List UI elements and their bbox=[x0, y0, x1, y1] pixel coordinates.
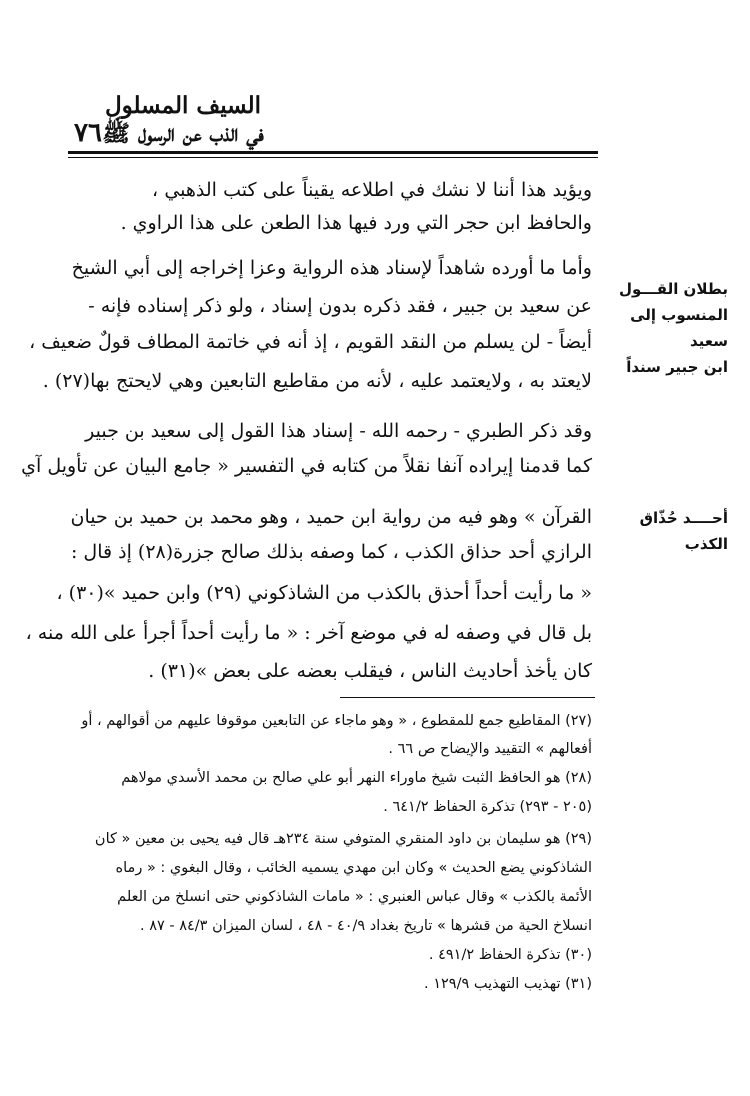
footnote-line: انسلاخ الحية من قشرها » تاريخ بغداد ٤٠/٩ - ٤٨ ، لسان الميزان ٨٤/٣ - ٨٧ . bbox=[139, 918, 592, 934]
body-line: وأما ما أورده شاهداً لإسناد هذه الرواية وعزا إخراجه إلى أبي الشيخ bbox=[71, 257, 592, 279]
body-line: وقد ذكر الطبري - رحمه الله - إسناد هذا القول إلى سعيد بن جبير bbox=[85, 420, 592, 442]
body-line: والحافظ ابن حجر التي ورد فيها هذا الطعن على هذا الراوي . bbox=[120, 212, 592, 234]
margin-note-line: بطلان القـــول bbox=[618, 280, 728, 298]
margin-note-invalid-chain bbox=[608, 276, 728, 380]
header-rule-thick bbox=[68, 151, 598, 154]
header-title-line-2: في الذب عن الرسول ﷺ bbox=[102, 120, 264, 147]
running-header-title bbox=[78, 92, 288, 148]
footnote-line: (٣١) تهذيب التهذيب ١٢٩/٩ . bbox=[424, 976, 592, 992]
margin-note-line: ابن جبير سنداً bbox=[626, 358, 728, 376]
header-title-line-1: السيف المسلول bbox=[104, 92, 262, 119]
footnote-line: (٢٨) هو الحافظ الثبت شيخ ماوراء النهر أبو علي صالح بن محمد الأسدي مولاهم bbox=[121, 770, 592, 786]
footnote-line: الأئمة بالكذب » وقال عباس العنبري : « مامات الشاذكوني حتى انسلخ من العلم bbox=[117, 889, 592, 905]
footnote-line: (٢٠٥ - ٢٩٣) تذكرة الحفاظ ٦٤١/٢ . bbox=[383, 799, 592, 815]
footnote-line: أفعالهم » التقييد والإيضاح ص ٦٦ . bbox=[388, 741, 592, 757]
body-line: ويؤيد هذا أننا لا نشك في اطلاعه يقيناً على كتب الذهبي ، bbox=[152, 179, 592, 201]
margin-note-line: أحــــد حُذّاق bbox=[639, 509, 728, 527]
header-rule-thin bbox=[68, 157, 598, 158]
footnote-line: الشاذكوني يضع الحديث » وكان ابن مهدي يسميه الخائب ، وقال البغوي : « رماه bbox=[115, 860, 592, 876]
body-line: لايعتد به ، ولايعتمد عليه ، لأنه من مقاطيع التابعين وهي لايحتج بها(٢٧) . bbox=[42, 370, 592, 392]
body-line: كما قدمنا إيراده آنفا نقلاً من كتابه في التفسير « جامع البيان عن تأويل آي bbox=[21, 455, 592, 477]
body-line: عن سعيد بن جبير ، فقد ذكره بدون إسناد ، ولو ذكر إسناده فإنه - bbox=[88, 295, 592, 317]
footnote-separator bbox=[340, 697, 595, 698]
margin-note-line: الكذب bbox=[684, 535, 728, 553]
body-line: بل قال في وصفه له في موضع آخر : « ما رأيت أحداً أجرأ على الله منه ، bbox=[25, 622, 592, 644]
margin-note-liars bbox=[608, 505, 728, 557]
footnote-line: (٣٠) تذكرة الحفاظ ٤٩١/٢ . bbox=[428, 947, 592, 963]
footnote-line: (٢٧) المقاطيع جمع للمقطوع ، « وهو ماجاء عن التابعين موقوفا عليهم من أقوالهم ، أو bbox=[81, 713, 592, 729]
body-line: « ما رأيت أحداً أحذق بالكذب من الشاذكوني (٢٩) وابن حميد »(٣٠) ، bbox=[56, 582, 592, 604]
body-line: القرآن » وهو فيه من رواية ابن حميد ، وهو محمد بن حميد بن حيان bbox=[70, 506, 592, 528]
page-number: ٧٦ bbox=[74, 118, 102, 148]
footnote-line: (٢٩) هو سليمان بن داود المنقري المتوفي سنة ٢٣٤هـ قال فيه يحيى بن معين « كان bbox=[94, 831, 592, 847]
body-line: كان يأخذ أحاديث الناس ، فيقلب بعضه على بعض »(٣١) . bbox=[148, 660, 592, 682]
body-line: أيضاً - لن يسلم من النقد القويم ، إذ أنه في خاتمة المطاف قولٌ ضعيف ، bbox=[29, 331, 592, 353]
body-line: الرازي أحد حذاق الكذب ، كما وصفه بذلك صالح جزرة(٢٨) إذ قال : bbox=[70, 541, 592, 563]
margin-note-line: المنسوب إلى سعيد bbox=[630, 306, 728, 350]
